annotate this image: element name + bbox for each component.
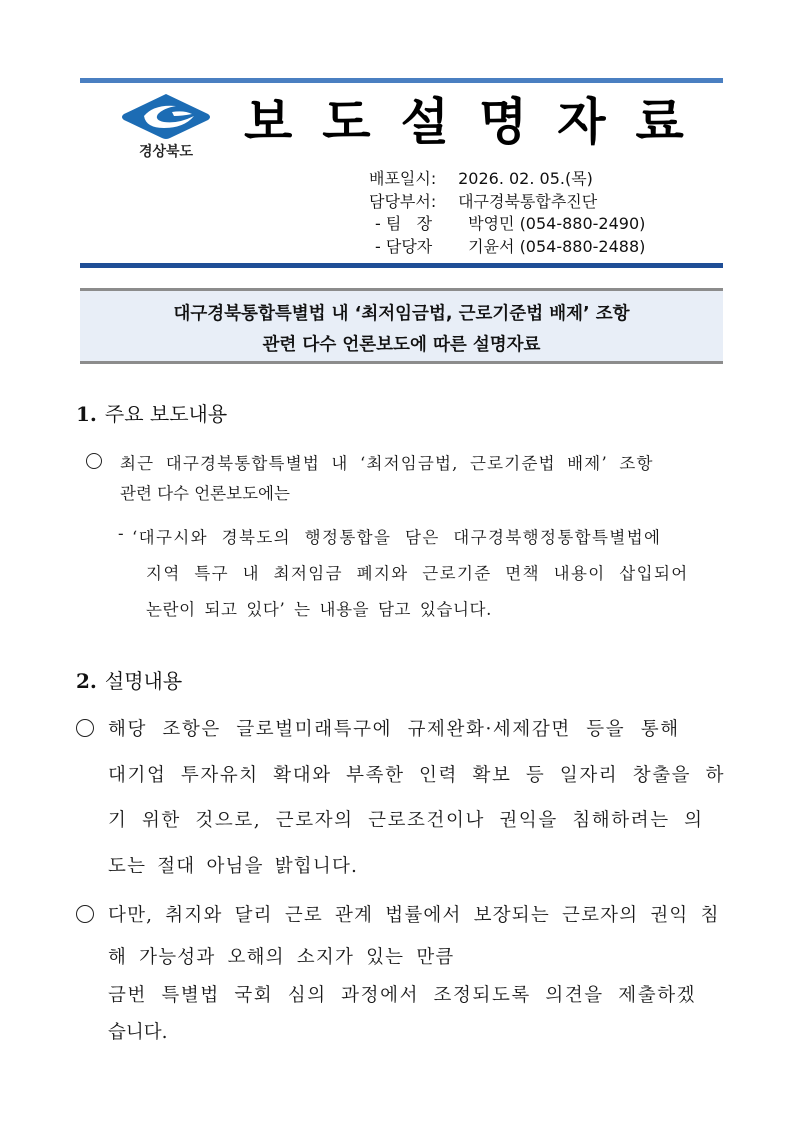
bullet-line: 금번 특별법 국회 심의 과정에서 조정되도록 의견을 제출하겠	[108, 985, 697, 1006]
contact-row-team-leader	[369, 213, 645, 236]
bullet-line: 도는 절대 아님을 밝힙니다.	[108, 856, 359, 877]
release-date-value: 2026. 02. 05.(목)	[458, 169, 593, 188]
bullet-line: 습니다.	[108, 1022, 168, 1043]
release-date-label: 배포일시:	[369, 169, 437, 188]
bullet-line: 해 가능성과 오해의 소지가 있는 만큼	[108, 947, 455, 968]
headline-line-2: 관련 다수 언론보도에 따른 설명자료	[262, 335, 541, 355]
bullet-line: 대기업 투자유치 확대와 부족한 인력 확보 등 일자리 창출을 하	[108, 765, 726, 786]
bullet-line: 다만, 취지와 달리 근로 관계 법률에서 보장되는 근로자의 권익 침	[108, 905, 720, 926]
department-row	[369, 191, 645, 214]
contact-phone: (054-880-2488)	[519, 236, 646, 256]
section-1-heading	[76, 398, 227, 427]
headline-box	[80, 288, 723, 364]
contact-row-staff	[369, 236, 645, 259]
header-bottom-rule	[80, 263, 723, 268]
contact-role: - 팀 장	[375, 214, 433, 233]
logo-text: 경상북도	[138, 144, 194, 160]
sub-item-line: ‘대구시와 경북도의 행정통합을 담은 대구경북행정통합특별법에	[132, 528, 662, 547]
sub-item-line: 논란이 되고 있다’ 는 내용을 담고 있습니다.	[146, 600, 492, 619]
sub-item-dash: -	[118, 524, 124, 543]
section-number: 2.	[76, 669, 97, 693]
contact-name: 기윤서	[468, 236, 515, 256]
bullet-line: 최근 대구경북통합특별법 내 ‘최저임금법, 근로기준법 배제’ 조항	[120, 454, 654, 473]
bullet-circle-icon	[76, 719, 94, 740]
bullet-circle-icon	[76, 905, 94, 926]
section-number: 1.	[76, 402, 97, 426]
release-date-row	[369, 168, 645, 191]
bullet-circle-icon	[86, 452, 102, 471]
release-meta	[369, 168, 645, 258]
header-top-rule	[80, 78, 723, 83]
department-value: 대구경북통합추진단	[458, 191, 598, 211]
section-2-heading	[76, 665, 182, 694]
sub-item-line: 지역 특구 내 최저임금 폐지와 근로기준 면책 내용이 삽입되어	[146, 564, 689, 583]
contact-role: - 담당자	[375, 236, 433, 256]
contact-phone: (054-880-2490)	[519, 214, 646, 233]
bullet-line: 관련 다수 언론보도에는	[120, 484, 290, 503]
section-title: 주요 보도내용	[104, 402, 228, 426]
gyeongbuk-logo	[118, 92, 214, 162]
headline-line-1: 대구경북통합특별법 내 ‘최저임금법, 근로기준법 배제’ 조항	[173, 304, 630, 324]
document-title: 보도설명자료	[244, 93, 714, 151]
section-title: 설명내용	[104, 669, 183, 693]
bullet-line: 해당 조항은 글로벌미래특구에 규제완화·세제감면 등을 통해	[108, 719, 680, 740]
gyeongbuk-logo-icon	[118, 92, 214, 142]
department-label: 담당부서:	[369, 191, 437, 211]
contact-name: 박영민	[468, 214, 515, 233]
bullet-line: 기 위한 것으로, 근로자의 근로조건이나 권익을 침해하려는 의	[108, 810, 704, 831]
